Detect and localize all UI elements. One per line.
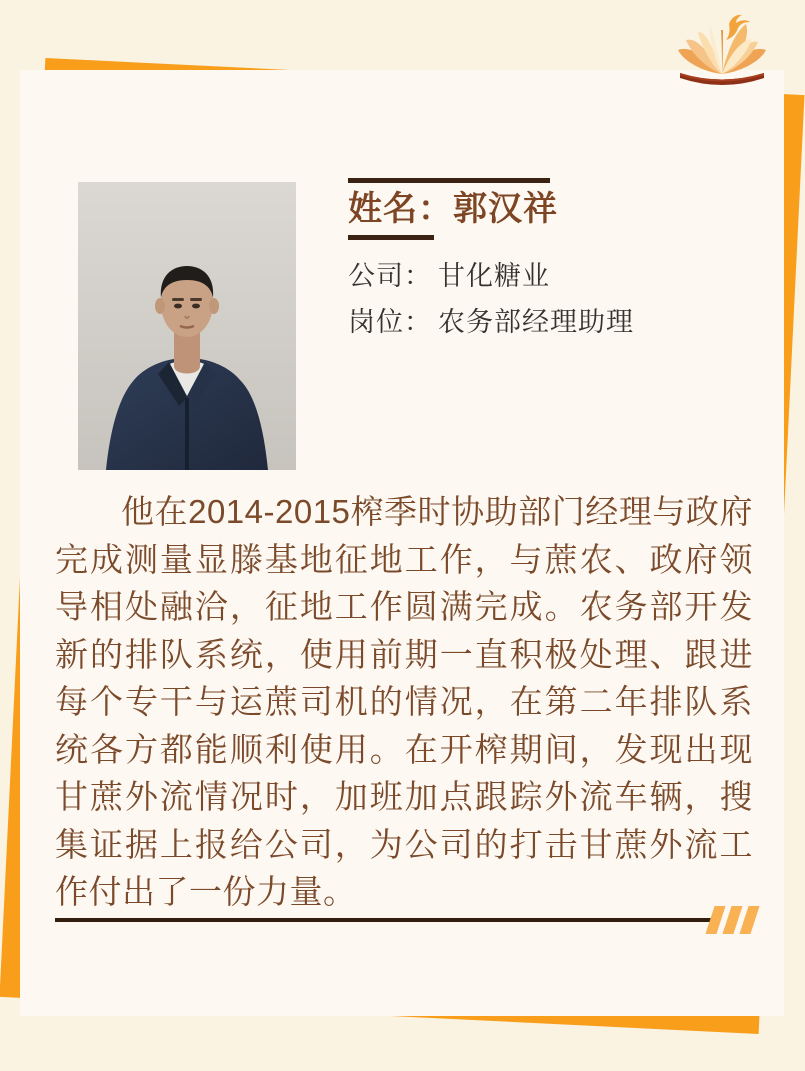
company-label: 公司：	[348, 261, 432, 291]
title-top-rule	[348, 178, 550, 183]
name-value: 郭汉祥	[453, 190, 558, 228]
name-title-block	[348, 178, 768, 240]
portrait-photo	[78, 182, 296, 470]
company-row	[348, 260, 778, 292]
bottom-divider	[55, 904, 755, 936]
divider-line	[55, 918, 715, 922]
divider-slashes-icon	[710, 906, 755, 934]
open-book-icon	[672, 10, 772, 90]
position-row	[348, 306, 778, 338]
page-title	[348, 188, 768, 231]
company-value: 甘化糖业	[438, 261, 550, 291]
title-under-rule	[348, 235, 434, 240]
info-rows	[348, 260, 778, 353]
profile-card	[20, 70, 784, 1016]
name-label: 姓名：	[348, 190, 453, 228]
bio-paragraph: 他在2014-2015榨季时协助部门经理与政府完成测量显滕基地征地工作，与蔗农、政府领导相处融洽，征地工作圆满完成。农务部开发新的排队系统，使用前期一直积极处理、跟进每个专干与运蔗司机的情况，在第二年排队系统各方都能顺利使用。在开榨期间，发现出现甘蔗外流情况时，加班加点跟踪外流车辆，搜集证据上报给公司，为公司的打击甘蔗外流工作付出了一份力量。	[55, 493, 753, 910]
position-value: 农务部经理助理	[438, 307, 634, 338]
position-label: 岗位：	[348, 307, 432, 338]
